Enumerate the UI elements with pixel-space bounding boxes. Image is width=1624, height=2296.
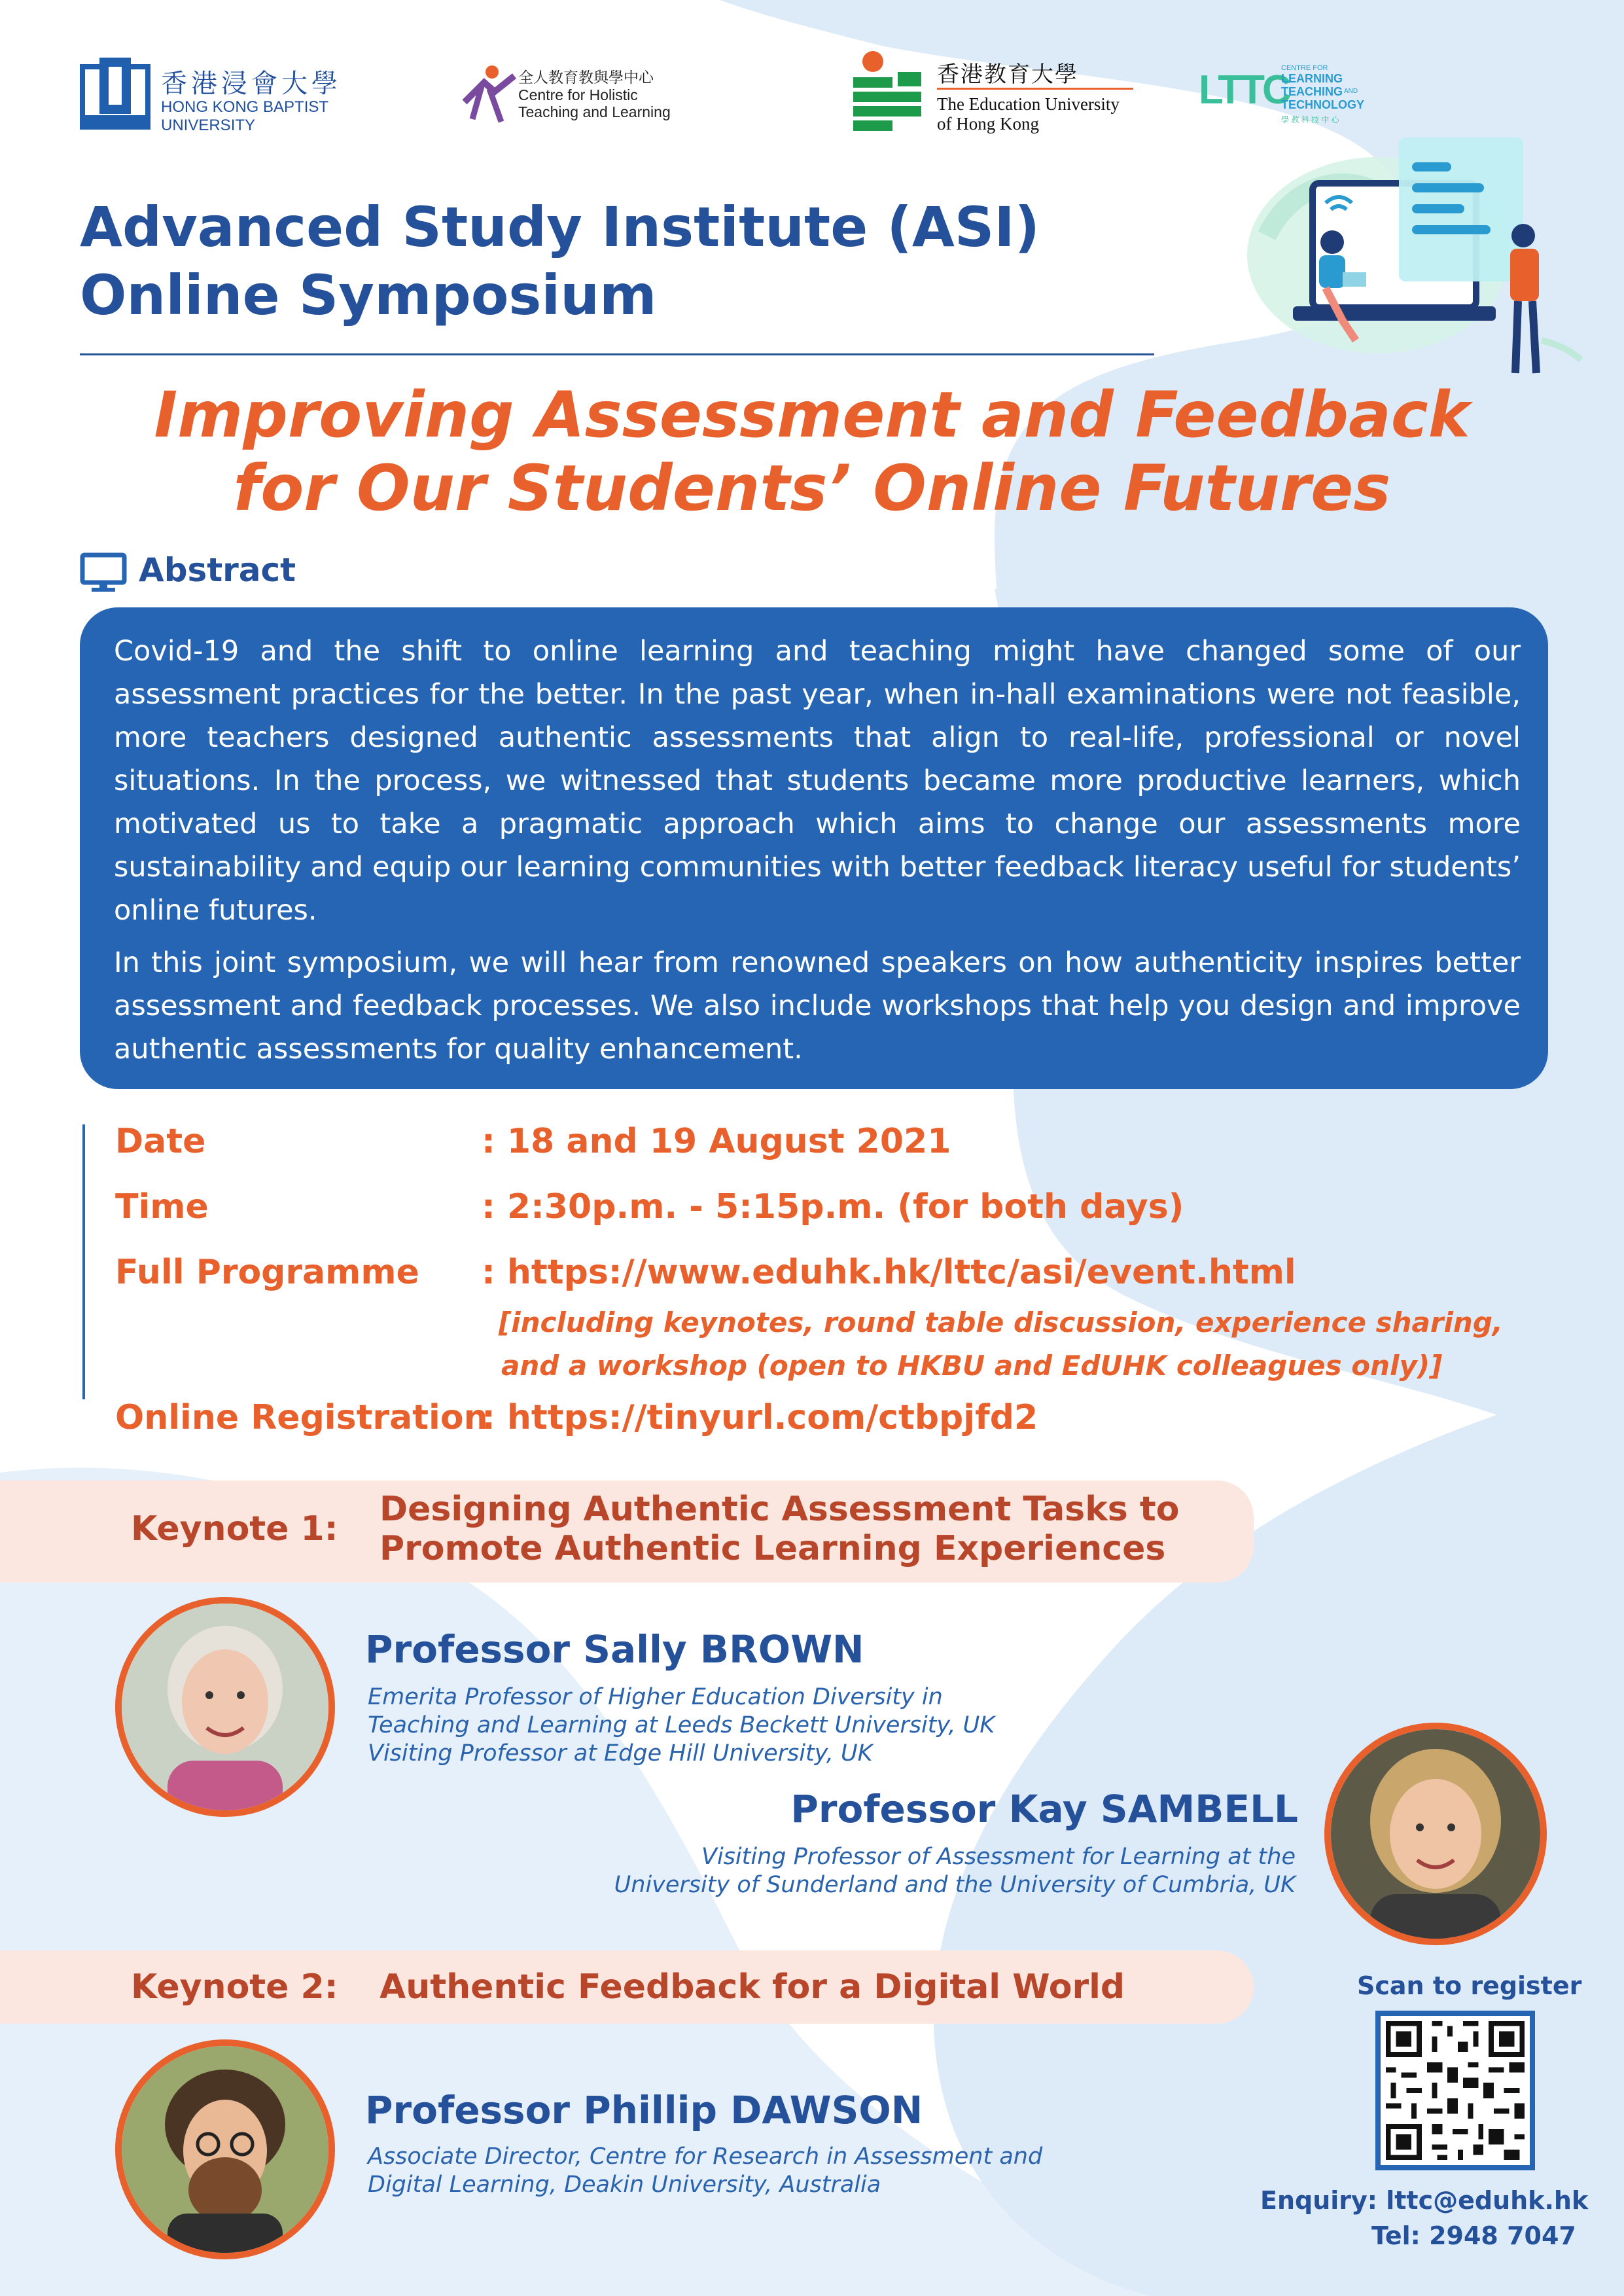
- page-title-line2: Online Symposium: [80, 263, 657, 327]
- eduhk-emblem-icon: [848, 48, 927, 135]
- abstract-box: [80, 607, 1548, 1089]
- programme-note-1: [including keynotes, round table discussion, experience sharing,: [499, 1306, 1503, 1338]
- portrait-man-icon: [122, 2046, 328, 2253]
- eduhk-name-en-2: of Hong Kong: [937, 114, 1039, 134]
- info-accent-line: [82, 1124, 85, 1399]
- programme-label: Full Programme: [115, 1253, 419, 1292]
- eduhk-name-zh: 香港教育大學: [937, 62, 1078, 87]
- subtitle-line2: for Our Students’ Online Futures: [233, 452, 1391, 525]
- lttc-line3: TECHNOLOGY: [1281, 98, 1365, 111]
- speaker-phillip-dawson-name: Professor Phillip DAWSON: [365, 2088, 923, 2132]
- keynote2-label: Keynote 2:: [131, 1967, 338, 2007]
- speaker-kay-sambell-desc-1: Visiting Professor of Assessment for Learning at the: [701, 1844, 1296, 1870]
- hkbu-name-en: HONG KONG BAPTIST UNIVERSITY: [161, 98, 328, 134]
- title-divider: [80, 353, 1154, 355]
- registration-label: Online Registration: [115, 1398, 488, 1437]
- chtl-logo[interactable]: [458, 63, 707, 128]
- lttc-small2: AND: [1344, 88, 1358, 95]
- eduhk-divider: [937, 88, 1133, 90]
- speaker-kay-sambell-desc-2: University of Sunderland and the University of Cumbria, UK: [614, 1872, 1296, 1898]
- lttc-mark: LTTC: [1199, 67, 1289, 113]
- registration-qr-code[interactable]: [1375, 2011, 1535, 2170]
- chtl-name-en-2: Teaching and Learning: [518, 103, 671, 120]
- hkbu-crest-icon: [80, 55, 150, 131]
- enquiry-email[interactable]: Enquiry: lttc@eduhk.hk: [1260, 2186, 1589, 2215]
- scan-to-register-label: Scan to register: [1357, 1971, 1582, 2000]
- programme-note-2: and a workshop (open to HKBU and EdUHK colleagues only)]: [501, 1350, 1443, 1382]
- date-label: Date: [115, 1122, 206, 1161]
- lttc-line2: TEACHING: [1281, 85, 1343, 98]
- abstract-paragraph-1: Covid-19 and the shift to online learning and teaching might have changed some of our assessment practices for the better. In the past year, when in-hall examinations were not feasible, more teachers designed authentic assessments that align to real-life, professional or novel situations. In the process, we witnessed that students became more productive learners, which motivated us to take a pragmatic approach which aims to change our assessments more sustainability and equip our learning communities with better feedback literacy useful for students’ online futures.: [114, 635, 1521, 927]
- abstract-heading: Abstract: [139, 551, 296, 589]
- enquiry-tel: Tel: 2948 7047: [1371, 2221, 1576, 2250]
- date-value: : 18 and 19 August 2021: [482, 1122, 951, 1161]
- hkbu-name-zh: 香港浸會大學: [161, 69, 342, 98]
- lttc-logo[interactable]: [1199, 64, 1369, 130]
- speaker-kay-sambell-name: Professor Kay SAMBELL: [790, 1787, 1298, 1831]
- speaker-sally-brown-photo: [115, 1597, 335, 1817]
- programme-link[interactable]: : https://www.eduhk.hk/lttc/asi/event.html: [482, 1253, 1296, 1292]
- online-learning-illustration: [1227, 131, 1594, 393]
- time-value: : 2:30p.m. - 5:15p.m. (for both days): [482, 1187, 1184, 1227]
- registration-link[interactable]: : https://tinyurl.com/ctbpjfd2: [482, 1398, 1038, 1437]
- lttc-small: CENTRE FOR: [1281, 64, 1328, 72]
- portrait-woman-icon: [1331, 1729, 1540, 1939]
- chtl-name-zh: 全人教育教與學中心: [518, 69, 654, 86]
- qr-code-icon: [1381, 2016, 1530, 2165]
- speaker-phillip-dawson-desc-1: Associate Director, Centre for Research in Assessment and: [368, 2144, 1043, 2170]
- chtl-name-en-1: Centre for Holistic: [518, 86, 638, 103]
- lttc-line1: LEARNING: [1281, 72, 1343, 85]
- abstract-paragraph-2: In this joint symposium, we will hear from renowned speakers on how authenticity inspires better assessment and feedback processes. We also include workshops that help you design and improve authentic assessments for quality enhancement.: [114, 946, 1521, 1066]
- portrait-woman-icon: [122, 1604, 328, 1810]
- hkbu-logo[interactable]: [80, 55, 420, 134]
- speaker-kay-sambell-photo: [1324, 1723, 1547, 1945]
- speaker-sally-brown-name: Professor Sally BROWN: [365, 1627, 864, 1672]
- keynote1-title-line2: Promote Authentic Learning Experiences: [380, 1529, 1166, 1568]
- keynote2-title: Authentic Feedback for a Digital World: [380, 1967, 1125, 2007]
- lttc-zh: 學 教 科 技 中 心: [1281, 115, 1339, 124]
- monitor-icon: [80, 552, 127, 593]
- eduhk-name-en-1: The Education University: [937, 94, 1120, 114]
- speaker-sally-brown-desc-1: Emerita Professor of Higher Education Diversity in: [368, 1684, 943, 1710]
- page-title-line1: Advanced Study Institute (ASI): [80, 195, 1040, 259]
- speaker-phillip-dawson-desc-2: Digital Learning, Deakin University, Australia: [368, 2172, 881, 2198]
- keynote1-label: Keynote 1:: [131, 1509, 338, 1549]
- eduhk-logo[interactable]: [848, 48, 1136, 140]
- time-label: Time: [115, 1187, 209, 1227]
- chtl-figure-icon: [458, 63, 517, 126]
- speaker-sally-brown-desc-3: Visiting Professor at Edge Hill University, UK: [368, 1740, 873, 1767]
- subtitle-line1: Improving Assessment and Feedback: [154, 378, 1470, 452]
- speaker-phillip-dawson-photo: [115, 2039, 335, 2259]
- keynote1-title-line1: Designing Authentic Assessment Tasks to: [380, 1490, 1180, 1529]
- speaker-sally-brown-desc-2: Teaching and Learning at Leeds Beckett University, UK: [368, 1712, 995, 1738]
